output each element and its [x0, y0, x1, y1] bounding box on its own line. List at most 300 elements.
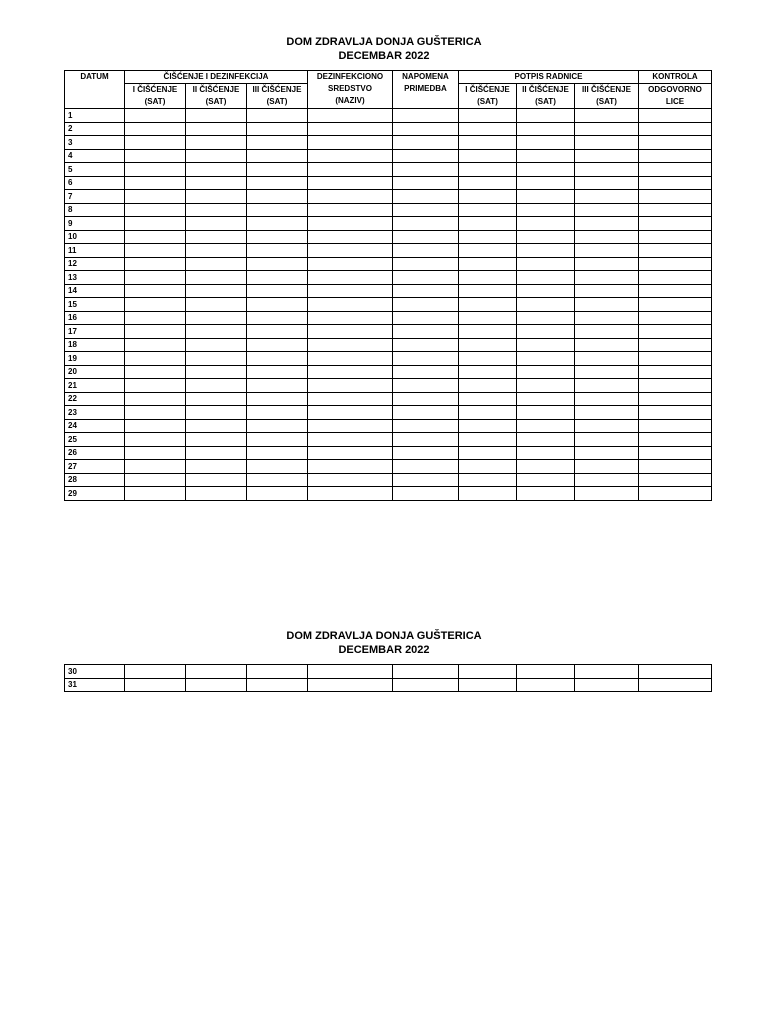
entry-cell[interactable]	[308, 352, 393, 366]
entry-cell[interactable]	[459, 122, 517, 136]
entry-cell[interactable]	[575, 149, 639, 163]
entry-cell[interactable]	[247, 311, 308, 325]
entry-cell[interactable]	[247, 298, 308, 312]
entry-cell[interactable]	[308, 230, 393, 244]
entry-cell[interactable]	[125, 487, 186, 501]
entry-cell[interactable]	[575, 136, 639, 150]
entry-cell[interactable]	[517, 460, 575, 474]
entry-cell[interactable]	[393, 244, 459, 258]
entry-cell[interactable]	[308, 257, 393, 271]
entry-cell[interactable]	[186, 460, 247, 474]
entry-cell[interactable]	[393, 487, 459, 501]
entry-cell[interactable]	[186, 271, 247, 285]
entry-cell[interactable]	[575, 203, 639, 217]
entry-cell[interactable]	[125, 190, 186, 204]
entry-cell[interactable]	[639, 678, 712, 692]
entry-cell[interactable]	[393, 678, 459, 692]
entry-cell[interactable]	[575, 406, 639, 420]
entry-cell[interactable]	[125, 392, 186, 406]
entry-cell[interactable]	[575, 379, 639, 393]
entry-cell[interactable]	[247, 460, 308, 474]
entry-cell[interactable]	[575, 473, 639, 487]
entry-cell[interactable]	[639, 122, 712, 136]
entry-cell[interactable]	[639, 406, 712, 420]
entry-cell[interactable]	[639, 460, 712, 474]
entry-cell[interactable]	[575, 244, 639, 258]
entry-cell[interactable]	[186, 678, 247, 692]
entry-cell[interactable]	[125, 136, 186, 150]
entry-cell[interactable]	[459, 379, 517, 393]
entry-cell[interactable]	[517, 217, 575, 231]
col-sredstvo: DEZINFEKCIONO SREDSTVO (NAZIV)	[308, 71, 393, 109]
entry-cell[interactable]	[517, 298, 575, 312]
entry-cell[interactable]	[575, 392, 639, 406]
entry-cell[interactable]	[459, 338, 517, 352]
entry-cell[interactable]	[639, 433, 712, 447]
entry-cell[interactable]	[247, 284, 308, 298]
entry-cell[interactable]	[575, 365, 639, 379]
entry-cell[interactable]	[393, 230, 459, 244]
entry-cell[interactable]	[517, 122, 575, 136]
entry-cell[interactable]	[247, 433, 308, 447]
entry-cell[interactable]	[517, 678, 575, 692]
table-row	[65, 665, 712, 679]
entry-cell[interactable]	[639, 365, 712, 379]
entry-cell[interactable]	[639, 163, 712, 177]
entry-cell[interactable]	[393, 338, 459, 352]
entry-cell[interactable]	[639, 392, 712, 406]
entry-cell[interactable]	[575, 665, 639, 679]
entry-cell[interactable]	[308, 433, 393, 447]
entry-cell[interactable]	[125, 284, 186, 298]
entry-cell[interactable]	[575, 109, 639, 123]
entry-cell[interactable]	[575, 352, 639, 366]
entry-cell[interactable]	[393, 257, 459, 271]
entry-cell[interactable]	[517, 244, 575, 258]
entry-cell[interactable]	[575, 419, 639, 433]
entry-cell[interactable]	[639, 298, 712, 312]
entry-cell[interactable]	[575, 257, 639, 271]
entry-cell[interactable]	[186, 149, 247, 163]
entry-cell[interactable]	[575, 122, 639, 136]
entry-cell[interactable]	[308, 284, 393, 298]
entry-cell[interactable]	[639, 338, 712, 352]
entry-cell[interactable]	[639, 244, 712, 258]
entry-cell[interactable]	[393, 163, 459, 177]
entry-cell[interactable]	[393, 271, 459, 285]
entry-cell[interactable]	[308, 217, 393, 231]
entry-cell[interactable]	[393, 190, 459, 204]
entry-cell[interactable]	[125, 473, 186, 487]
entry-cell[interactable]	[247, 203, 308, 217]
entry-cell[interactable]	[247, 109, 308, 123]
entry-cell[interactable]	[575, 325, 639, 339]
entry-cell[interactable]	[308, 419, 393, 433]
entry-cell[interactable]	[125, 338, 186, 352]
entry-cell[interactable]	[393, 419, 459, 433]
table-row	[65, 217, 712, 231]
entry-cell[interactable]	[308, 149, 393, 163]
entry-cell[interactable]	[125, 311, 186, 325]
entry-cell[interactable]	[186, 379, 247, 393]
table-row	[65, 163, 712, 177]
entry-cell[interactable]	[639, 487, 712, 501]
entry-cell[interactable]	[186, 487, 247, 501]
entry-cell[interactable]	[308, 109, 393, 123]
entry-cell[interactable]	[393, 311, 459, 325]
entry-cell[interactable]	[575, 298, 639, 312]
entry-cell[interactable]	[308, 311, 393, 325]
entry-cell[interactable]	[459, 217, 517, 231]
entry-cell[interactable]	[517, 406, 575, 420]
entry-cell[interactable]	[186, 406, 247, 420]
entry-cell[interactable]	[247, 665, 308, 679]
entry-cell[interactable]	[125, 365, 186, 379]
entry-cell[interactable]	[247, 325, 308, 339]
entry-cell[interactable]	[459, 203, 517, 217]
entry-cell[interactable]	[186, 446, 247, 460]
entry-cell[interactable]	[186, 352, 247, 366]
day-cell: 11	[65, 244, 125, 258]
entry-cell[interactable]	[517, 433, 575, 447]
entry-cell[interactable]	[247, 379, 308, 393]
entry-cell[interactable]	[247, 149, 308, 163]
entry-cell[interactable]	[247, 352, 308, 366]
entry-cell[interactable]	[639, 176, 712, 190]
entry-cell[interactable]	[308, 460, 393, 474]
entry-cell[interactable]	[517, 176, 575, 190]
entry-cell[interactable]	[393, 392, 459, 406]
entry-cell[interactable]	[639, 352, 712, 366]
entry-cell[interactable]	[125, 122, 186, 136]
entry-cell[interactable]	[186, 136, 247, 150]
entry-cell[interactable]	[186, 109, 247, 123]
entry-cell[interactable]	[247, 136, 308, 150]
entry-cell[interactable]	[575, 678, 639, 692]
entry-cell[interactable]	[517, 149, 575, 163]
entry-cell[interactable]	[517, 136, 575, 150]
entry-cell[interactable]	[459, 109, 517, 123]
entry-cell[interactable]	[247, 419, 308, 433]
entry-cell[interactable]	[575, 163, 639, 177]
entry-cell[interactable]	[308, 244, 393, 258]
col-datum: DATUM	[65, 71, 125, 109]
entry-cell[interactable]	[639, 446, 712, 460]
entry-cell[interactable]	[393, 352, 459, 366]
day-cell: 12	[65, 257, 125, 271]
entry-cell[interactable]	[639, 665, 712, 679]
entry-cell[interactable]	[517, 379, 575, 393]
entry-cell[interactable]	[308, 122, 393, 136]
entry-cell[interactable]	[517, 230, 575, 244]
entry-cell[interactable]	[247, 163, 308, 177]
entry-cell[interactable]	[575, 230, 639, 244]
entry-cell[interactable]	[459, 325, 517, 339]
cleaning-log-table-continued	[64, 664, 712, 692]
entry-cell[interactable]	[186, 122, 247, 136]
entry-cell[interactable]	[459, 419, 517, 433]
entry-cell[interactable]	[575, 217, 639, 231]
entry-cell[interactable]	[125, 163, 186, 177]
col-ciscenje-2: II ČIŠĆENJE (SAT)	[186, 84, 247, 109]
entry-cell[interactable]	[247, 487, 308, 501]
entry-cell[interactable]	[186, 190, 247, 204]
entry-cell[interactable]	[575, 446, 639, 460]
entry-cell[interactable]	[247, 678, 308, 692]
entry-cell[interactable]	[186, 230, 247, 244]
entry-cell[interactable]	[459, 433, 517, 447]
entry-cell[interactable]	[639, 257, 712, 271]
entry-cell[interactable]	[125, 460, 186, 474]
entry-cell[interactable]	[393, 460, 459, 474]
entry-cell[interactable]	[393, 122, 459, 136]
entry-cell[interactable]	[517, 284, 575, 298]
entry-cell[interactable]	[308, 678, 393, 692]
entry-cell[interactable]	[125, 257, 186, 271]
entry-cell[interactable]	[186, 365, 247, 379]
entry-cell[interactable]	[393, 136, 459, 150]
entry-cell[interactable]	[639, 473, 712, 487]
entry-cell[interactable]	[308, 325, 393, 339]
entry-cell[interactable]	[308, 338, 393, 352]
entry-cell[interactable]	[639, 230, 712, 244]
entry-cell[interactable]	[639, 203, 712, 217]
entry-cell[interactable]	[247, 230, 308, 244]
entry-cell[interactable]	[186, 163, 247, 177]
entry-cell[interactable]	[125, 271, 186, 285]
entry-cell[interactable]	[459, 678, 517, 692]
entry-cell[interactable]	[459, 190, 517, 204]
entry-cell[interactable]	[186, 298, 247, 312]
entry-cell[interactable]	[639, 136, 712, 150]
table-row	[65, 433, 712, 447]
entry-cell[interactable]	[639, 149, 712, 163]
entry-cell[interactable]	[247, 365, 308, 379]
entry-cell[interactable]	[517, 446, 575, 460]
entry-cell[interactable]	[517, 109, 575, 123]
entry-cell[interactable]	[125, 352, 186, 366]
entry-cell[interactable]	[459, 352, 517, 366]
entry-cell[interactable]	[125, 109, 186, 123]
header-row-top	[65, 71, 712, 84]
entry-cell[interactable]	[393, 473, 459, 487]
entry-cell[interactable]	[308, 136, 393, 150]
day-cell: 17	[65, 325, 125, 339]
entry-cell[interactable]	[125, 419, 186, 433]
entry-cell[interactable]	[459, 136, 517, 150]
entry-cell[interactable]	[186, 338, 247, 352]
entry-cell[interactable]	[517, 392, 575, 406]
entry-cell[interactable]	[247, 406, 308, 420]
entry-cell[interactable]	[393, 379, 459, 393]
entry-cell[interactable]	[125, 298, 186, 312]
entry-cell[interactable]	[393, 433, 459, 447]
entry-cell[interactable]	[517, 311, 575, 325]
entry-cell[interactable]	[186, 665, 247, 679]
entry-cell[interactable]	[517, 487, 575, 501]
entry-cell[interactable]	[186, 257, 247, 271]
entry-cell[interactable]	[308, 176, 393, 190]
entry-cell[interactable]	[308, 446, 393, 460]
entry-cell[interactable]	[575, 311, 639, 325]
entry-cell[interactable]	[393, 365, 459, 379]
entry-cell[interactable]	[308, 473, 393, 487]
entry-cell[interactable]	[247, 176, 308, 190]
entry-cell[interactable]	[393, 149, 459, 163]
entry-cell[interactable]	[125, 406, 186, 420]
day-cell: 25	[65, 433, 125, 447]
entry-cell[interactable]	[247, 122, 308, 136]
entry-cell[interactable]	[186, 284, 247, 298]
entry-cell[interactable]	[575, 190, 639, 204]
entry-cell[interactable]	[186, 392, 247, 406]
entry-cell[interactable]	[125, 678, 186, 692]
entry-cell[interactable]	[308, 271, 393, 285]
entry-cell[interactable]	[517, 271, 575, 285]
entry-cell[interactable]	[393, 298, 459, 312]
entry-cell[interactable]	[125, 217, 186, 231]
entry-cell[interactable]	[575, 487, 639, 501]
entry-cell[interactable]	[459, 311, 517, 325]
entry-cell[interactable]	[186, 311, 247, 325]
entry-cell[interactable]	[639, 217, 712, 231]
entry-cell[interactable]	[393, 217, 459, 231]
day-cell: 24	[65, 419, 125, 433]
entry-cell[interactable]	[186, 325, 247, 339]
table-row	[65, 338, 712, 352]
entry-cell[interactable]	[393, 109, 459, 123]
entry-cell[interactable]	[459, 487, 517, 501]
entry-cell[interactable]	[575, 271, 639, 285]
entry-cell[interactable]	[459, 473, 517, 487]
entry-cell[interactable]	[575, 433, 639, 447]
entry-cell[interactable]	[459, 244, 517, 258]
entry-cell[interactable]	[308, 298, 393, 312]
entry-cell[interactable]	[186, 433, 247, 447]
entry-cell[interactable]	[459, 365, 517, 379]
entry-cell[interactable]	[393, 176, 459, 190]
entry-cell[interactable]	[247, 217, 308, 231]
entry-cell[interactable]	[639, 379, 712, 393]
day-cell: 8	[65, 203, 125, 217]
entry-cell[interactable]	[575, 338, 639, 352]
entry-cell[interactable]	[459, 392, 517, 406]
entry-cell[interactable]	[308, 392, 393, 406]
entry-cell[interactable]	[575, 176, 639, 190]
entry-cell[interactable]	[517, 190, 575, 204]
entry-cell[interactable]	[393, 665, 459, 679]
entry-cell[interactable]	[639, 311, 712, 325]
col-napomena: NAPOMENA PRIMEDBA	[393, 71, 459, 109]
entry-cell[interactable]	[393, 446, 459, 460]
entry-cell[interactable]	[459, 665, 517, 679]
entry-cell[interactable]	[393, 325, 459, 339]
entry-cell[interactable]	[308, 379, 393, 393]
entry-cell[interactable]	[125, 244, 186, 258]
entry-cell[interactable]	[459, 230, 517, 244]
entry-cell[interactable]	[517, 473, 575, 487]
entry-cell[interactable]	[247, 338, 308, 352]
entry-cell[interactable]	[639, 325, 712, 339]
entry-cell[interactable]	[393, 284, 459, 298]
entry-cell[interactable]	[517, 419, 575, 433]
entry-cell[interactable]	[125, 230, 186, 244]
entry-cell[interactable]	[639, 109, 712, 123]
entry-cell[interactable]	[308, 487, 393, 501]
entry-cell[interactable]	[186, 473, 247, 487]
entry-cell[interactable]	[125, 149, 186, 163]
entry-cell[interactable]	[639, 190, 712, 204]
entry-cell[interactable]	[639, 419, 712, 433]
entry-cell[interactable]	[459, 271, 517, 285]
entry-cell[interactable]	[247, 392, 308, 406]
entry-cell[interactable]	[575, 460, 639, 474]
entry-cell[interactable]	[308, 190, 393, 204]
entry-cell[interactable]	[247, 473, 308, 487]
entry-cell[interactable]	[125, 665, 186, 679]
entry-cell[interactable]	[308, 665, 393, 679]
entry-cell[interactable]	[639, 284, 712, 298]
table-row	[65, 678, 712, 692]
entry-cell[interactable]	[186, 176, 247, 190]
entry-cell[interactable]	[247, 244, 308, 258]
entry-cell[interactable]	[517, 352, 575, 366]
entry-cell[interactable]	[517, 203, 575, 217]
entry-cell[interactable]	[459, 176, 517, 190]
entry-cell[interactable]	[308, 406, 393, 420]
entry-cell[interactable]	[459, 446, 517, 460]
entry-cell[interactable]	[125, 325, 186, 339]
entry-cell[interactable]	[639, 271, 712, 285]
entry-cell[interactable]	[459, 163, 517, 177]
entry-cell[interactable]	[308, 365, 393, 379]
entry-cell[interactable]	[393, 203, 459, 217]
entry-cell[interactable]	[308, 203, 393, 217]
entry-cell[interactable]	[459, 257, 517, 271]
entry-cell[interactable]	[186, 244, 247, 258]
entry-cell[interactable]	[459, 149, 517, 163]
entry-cell[interactable]	[308, 163, 393, 177]
entry-cell[interactable]	[393, 406, 459, 420]
entry-cell[interactable]	[517, 325, 575, 339]
entry-cell[interactable]	[517, 665, 575, 679]
entry-cell[interactable]	[247, 446, 308, 460]
entry-cell[interactable]	[186, 203, 247, 217]
entry-cell[interactable]	[575, 284, 639, 298]
entry-cell[interactable]	[459, 284, 517, 298]
entry-cell[interactable]	[125, 446, 186, 460]
entry-cell[interactable]	[517, 365, 575, 379]
entry-cell[interactable]	[247, 257, 308, 271]
day-cell: 15	[65, 298, 125, 312]
entry-cell[interactable]	[459, 406, 517, 420]
entry-cell[interactable]	[125, 379, 186, 393]
entry-cell[interactable]	[517, 257, 575, 271]
entry-cell[interactable]	[459, 298, 517, 312]
entry-cell[interactable]	[517, 163, 575, 177]
entry-cell[interactable]	[125, 433, 186, 447]
entry-cell[interactable]	[186, 217, 247, 231]
table-row	[65, 325, 712, 339]
table-row	[65, 365, 712, 379]
entry-cell[interactable]	[125, 176, 186, 190]
entry-cell[interactable]	[186, 419, 247, 433]
entry-cell[interactable]	[517, 338, 575, 352]
entry-cell[interactable]	[247, 190, 308, 204]
entry-cell[interactable]	[125, 203, 186, 217]
entry-cell[interactable]	[247, 271, 308, 285]
entry-cell[interactable]	[459, 460, 517, 474]
